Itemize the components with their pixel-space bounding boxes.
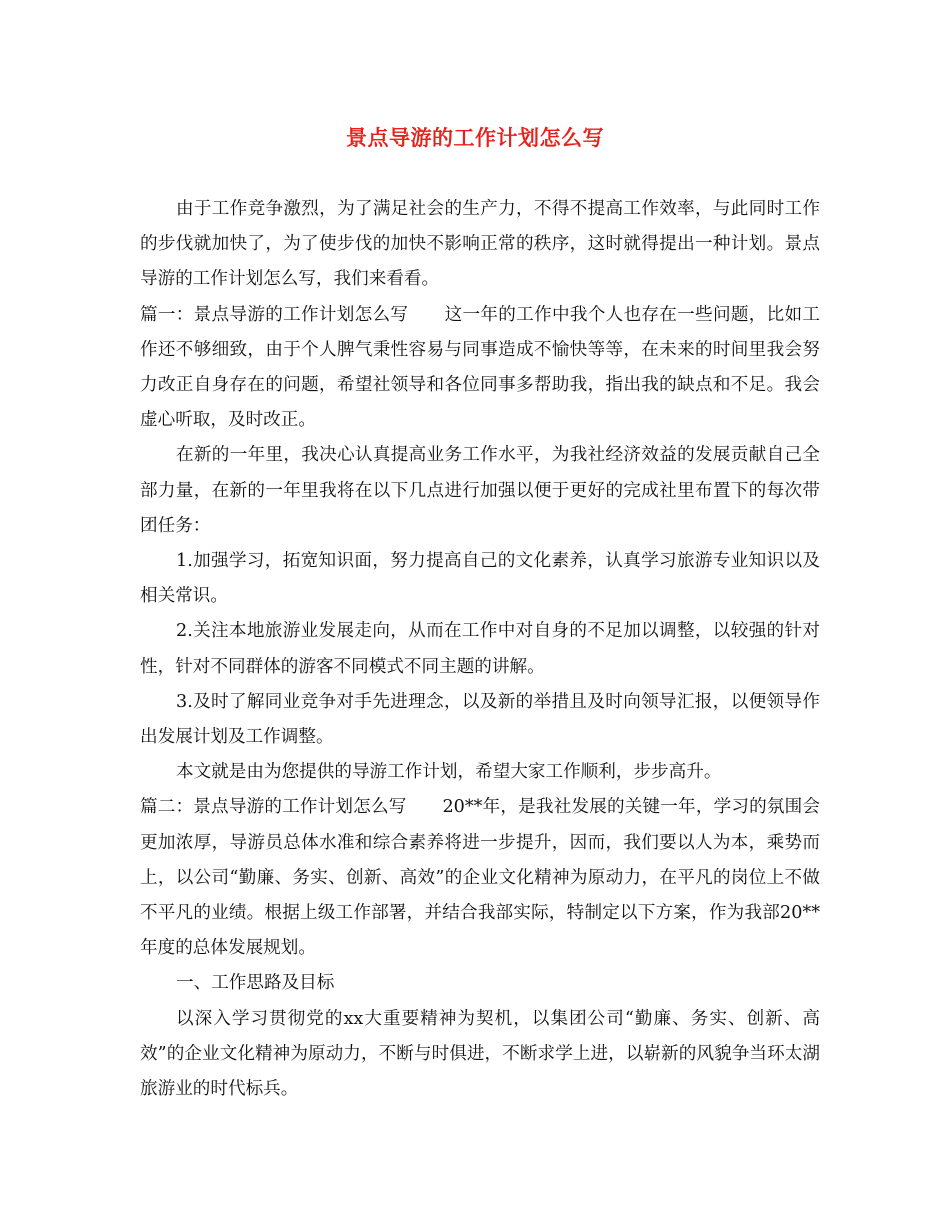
last-paragraph: 以深入学习贯彻党的xx大重要精神为契机，以集团公司“勤廉、务实、创新、高效”的企业文化精神为原动力，不断与时俱进，不断求学上进，以崭新的风貌争当环太湖旅游业的时代标兵。: [140, 1008, 820, 1100]
part2-heading: 篇二：景点导游的工作计划怎么写: [140, 797, 407, 818]
new-year-paragraph: 在新的一年里，我决心认真提高业务工作水平，为我社经济效益的发展贡献自己全部力量，在新的一年里我将在以下几点进行加强以便于更好的完成社里布置下的每次带团任务：: [140, 445, 820, 536]
part2-text: 20**年，是我社发展的关键一年，学习的氛围会更加浓厚，导游员总体水准和综合素养将进一步提升，因而，我们要以人为本，乘势而上，以公司“勤廉、务实、创新、高效”的企业文化精神为原动力，在平凡的岗位上不做不平凡的业绩。根据上级工作部署，并结合我部实际，特制定以下方案，作为我部20**年度的总体发展规划。: [140, 797, 820, 959]
document-title: 景点导游的工作计划怎么写: [346, 126, 604, 150]
section-heading: 一、工作思路及目标: [176, 973, 335, 994]
part2-paragraph: [140, 790, 820, 966]
document-body: [140, 192, 820, 1107]
list-item-1: 1.加强学习，拓宽知识面，努力提高自己的文化素养，认真学习旅游专业知识以及相关常识。: [140, 551, 820, 607]
intro-paragraph: 由于工作竞争激烈，为了满足社会的生产力，不得不提高工作效率，与此同时工作的步伐就加快了，为了使步伐的加快不影响正常的秩序，这时就得提出一种计划。景点导游的工作计划怎么写，我们来看看。: [140, 199, 820, 290]
part1-paragraph: [140, 298, 820, 439]
closing-paragraph: 本文就是由为您提供的导游工作计划，希望大家工作顺利，步步高升。: [176, 762, 722, 783]
list-item-2: 2.关注本地旅游业发展走向，从而在工作中对自身的不足加以调整，以较强的针对性，针对不同群体的游客不同模式不同主题的讲解。: [140, 621, 820, 677]
part1-text: 这一年的工作中我个人也存在一些问题，比如工作还不够细致，由于个人脾气秉性容易与同事造成不愉快等等，在未来的时间里我会努力改正自身存在的问题，希望社领导和各位同事多帮助我，指出我的缺点和不足。我会虚心听取，及时改正。: [140, 304, 820, 431]
part1-heading: 篇一：景点导游的工作计划怎么写: [140, 304, 409, 325]
list-item-3: 3.及时了解同业竞争对手先进理念，以及新的举措且及时向领导汇报，以便领导作出发展计划及工作调整。: [140, 691, 820, 748]
